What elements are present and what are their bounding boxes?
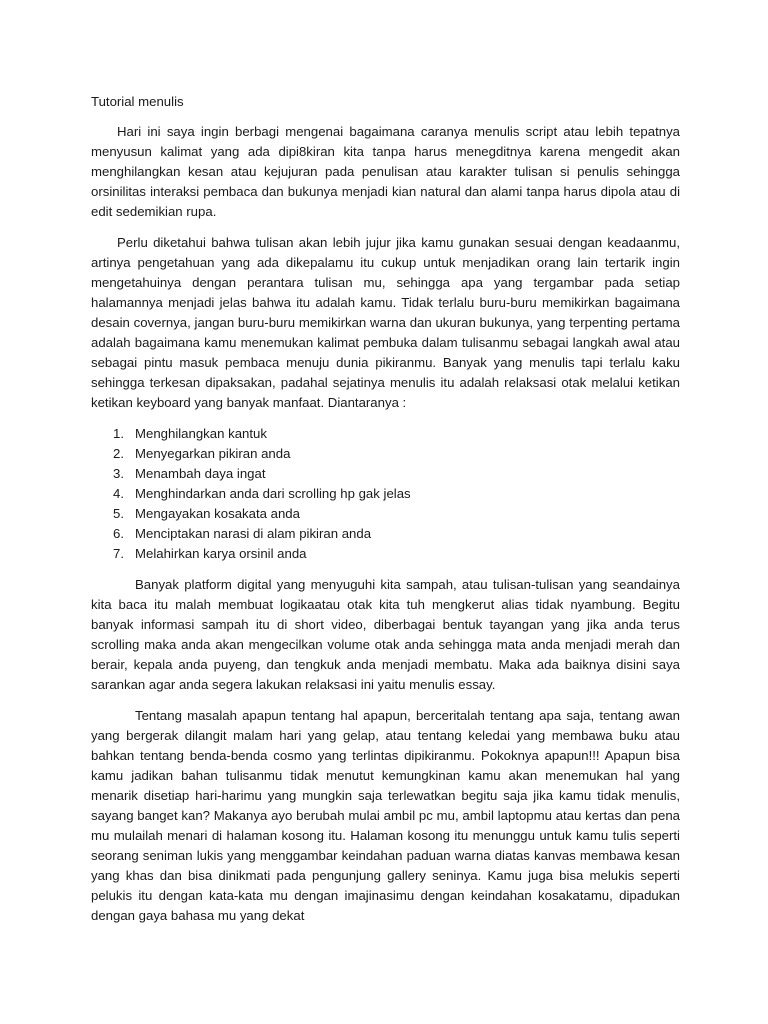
benefits-list: [91, 424, 680, 564]
list-item: [91, 504, 680, 524]
paragraph-intro: Hari ini saya ingin berbagi mengenai bagaimana caranya menulis script atau lebih tepatnya menyusun kalimat yang ada dipi8kiran kita tanpa harus menegditnya karena mengedit akan menghilangkan kesan atau kejujuran pada penulisan atau karakter tulisan si penulis sehingga orsinilitas interaksi pembaca dan bukunya menjadi kian natural dan alami tanpa harus dipola atau di edit sedemikian rupa.: [91, 124, 680, 219]
list-item-number: 6.: [113, 526, 124, 541]
list-item: [91, 484, 680, 504]
document-body: [91, 92, 680, 937]
list-item: [91, 424, 680, 444]
list-item-text: Menghilangkan kantuk: [135, 426, 267, 441]
paragraph-digital-platforms: Banyak platform digital yang menyuguhi kita sampah, atau tulisan-tulisan yang seandainya kita baca itu malah membuat logikaatau otak kita tuh mengkerut alias tidak nyambung. Begitu banyak informasi sampah itu di short video, diberbagai bentuk tayangan yang jika anda terus scrolling maka anda akan mengecilkan volume otak anda sehingga mata anda menjadi merah dan berair, kepala anda puyeng, dan tengkuk anda menjadi membatu. Maka ada baiknya disini saya sarankan agar anda segera lakukan relaksasi ini yaitu menulis essay.: [91, 577, 680, 692]
paragraph-honesty: Perlu diketahui bahwa tulisan akan lebih jujur jika kamu gunakan sesuai dengan keadaanmu, artinya pengetahuan yang ada dikepalamu itu cukup untuk menjadikan orang lain tertarik ingin mengetahuinya dengan perantara tulisan mu, sehingga apa yang tergambar pada setiap halamannya menjadi jelas bahwa itu adalah kamu. Tidak terlalu buru-buru memikirkan bagaimana desain covernya, jangan buru-buru memikirkan warna dan ukuran bukunya, yang terpenting pertama adalah bagaimana kamu menemukan kalimat pembuka dalam tulisanmu sebagai langkah awal atau sebagai pintu masuk pembaca menuju dunia pikiranmu. Banyak yang menulis tapi terlalu kaku sehingga terkesan dipaksakan, padahal sejatinya menulis itu adalah relaksasi otak melalui ketikan ketikan keyboard yang banyak manfaat. Diantaranya :: [91, 235, 680, 410]
list-item-number: 1.: [113, 426, 124, 441]
list-item-text: Menciptakan narasi di alam pikiran anda: [135, 526, 372, 541]
list-item-text: Melahirkan karya orsinil anda: [135, 546, 307, 561]
list-item-number: 7.: [113, 546, 124, 561]
document-title: Tutorial menulis: [91, 94, 184, 109]
list-item-number: 5.: [113, 506, 124, 521]
list-item-number: 2.: [113, 446, 124, 461]
list-item: [91, 464, 680, 484]
paragraph-write-anything: Tentang masalah apapun tentang hal apapun, berceritalah tentang apa saja, tentang awan yang bergerak dilangit malam hari yang gelap, atau tentang keledai yang membawa buku atau bahkan tentang benda-benda cosmo yang terlintas dipikiranmu. Pokoknya apapun!!! Apapun bisa kamu jadikan bahan tulisanmu tidak menutut kemungkinan kamu akan menemukan hal yang menarik disetiap hari-harimu yang mungkin saja terlewatkan begitu saja jika kamu tidak menulis, sayang banget kan? Makanya ayo berubah mulai ambil pc mu, ambil laptopmu atau kertas dan pena mu mulailah menari di halaman kosong itu. Halaman kosong itu menunggu untuk kamu tulis seperti seorang seniman lukis yang menggambar keindahan paduan warna diatas kanvas membawa kesan yang khas dan bisa dinikmati pada pengunjung gallery seninya. Kamu juga bisa melukis seperti pelukis itu dengan kata-kata mu dengan imajinasimu dengan keindahan kosakatamu, dipadukan dengan gaya bahasa mu yang dekat: [91, 708, 680, 923]
list-item-number: 4.: [113, 486, 124, 501]
list-item-number: 3.: [113, 466, 124, 481]
list-item: [91, 444, 680, 464]
list-item: [91, 524, 680, 544]
list-item-text: Menghindarkan anda dari scrolling hp gak jelas: [135, 486, 411, 501]
list-item-text: Menyegarkan pikiran anda: [135, 446, 291, 461]
list-item-text: Mengayakan kosakata anda: [135, 506, 300, 521]
list-item: [91, 544, 680, 564]
list-item-text: Menambah daya ingat: [135, 466, 266, 481]
